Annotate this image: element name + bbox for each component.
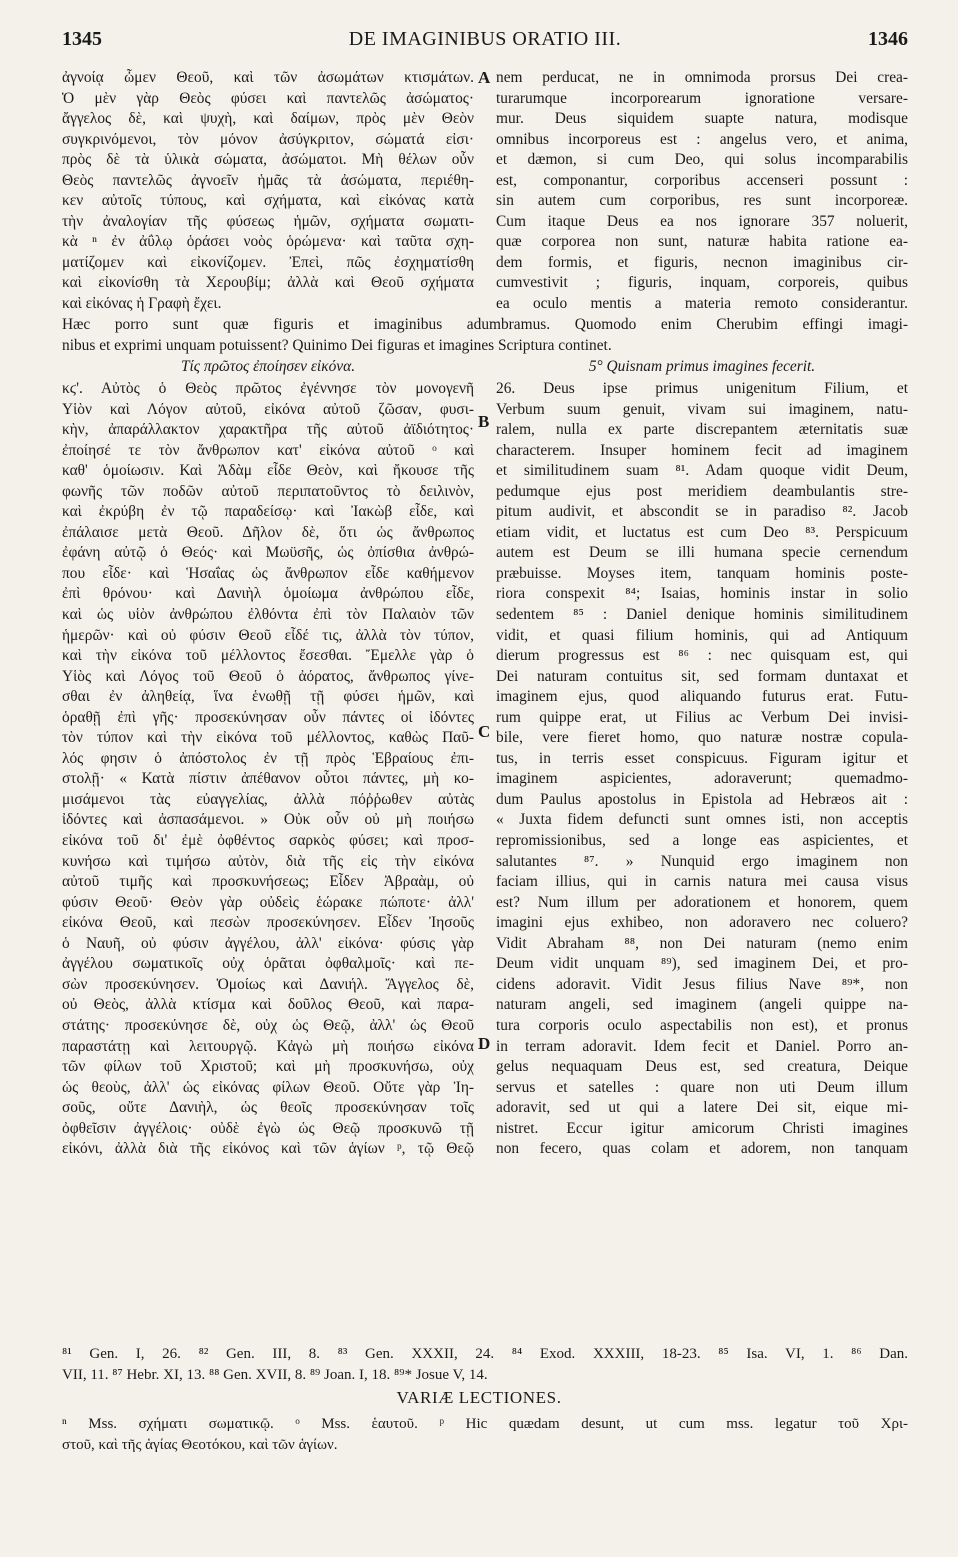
text-line: ἐπὶ θρόνου· καὶ Δανιὴλ ὁμοίωμα ἀνθρώπου εἶδε, xyxy=(62,585,474,603)
text-line: salutantes ⁸⁷. » Nunquid ergo imaginem non xyxy=(496,852,908,870)
text-line: Vidit Abraham ⁸⁸, non Dei naturam (nemo enim xyxy=(496,934,908,952)
text-line: ὁ Ναυῆ, οὐ φύσιν ἀγγέλου, ἀλλ' εἰκόνα· φύσις γὰρ xyxy=(62,934,474,952)
text-line: φύσιν Θεοῦ· Θεὸν γὰρ οὐδεὶς ἑώρακε πώποτε· ἀλλ' xyxy=(62,893,474,911)
text-line: et dæmon, si cum Deo, qui solus incomparabilis xyxy=(496,151,908,169)
text-line: quæ corporea non sunt, naturæ habita ratione ea- xyxy=(496,233,908,251)
text-line: σὼν προσεκύνησεν. Ὁμοίως καὶ Δανιήλ. Ἄγγελος δὲ, xyxy=(62,975,474,993)
text-line: καὶ εἰκονίσθη τὰ Χερουβίμ; ἀλλὰ καὶ Θεοῦ σχήματα xyxy=(62,274,474,292)
margin-marker-a: A xyxy=(478,68,491,87)
text-line: καὶ ὡς υἱὸν ἀνθρώπου ἐλθόντα ἐπὶ τὸν Παλαιὸν τῶν xyxy=(62,606,474,624)
text-line: nibus et exprimi unquam potuissent? Quinimo Dei figuras et imagines Scriptura continet. xyxy=(62,336,612,354)
text-line: tura corporis oculo aspectabilis non est), et pronus xyxy=(496,1016,908,1034)
text-line: imaginem aspicientes, adoraverunt; quemadmo- xyxy=(496,770,908,788)
latin-heading xyxy=(496,357,908,378)
text-line: nistret. Eccur igitur amicorum Christi imagines xyxy=(496,1119,908,1137)
text-line: imagini ejus exhibeo, non adoravero nec coluero? xyxy=(496,914,908,932)
text-line: 26. Deus ipse primus unigenitum Filium, et xyxy=(496,380,908,397)
text-line: VII, 11. ⁸⁷ Hebr. XI, 13. ⁸⁸ Gen. XVII, 8. ⁸⁹ Joan. I, 18. ⁸⁹* Josue V, 14. xyxy=(62,1367,488,1383)
text-line: imaginem ejus, quod aliquando futurus erat. Futu- xyxy=(496,688,908,706)
text-line: rum quippe erat, ut Filius ac Verbum Dei invisi- xyxy=(496,708,908,726)
text-line: κεν αὐτοῖς τύπους, καὶ σχήματα, καὶ εἰκόνας κατὰ xyxy=(62,192,474,210)
text-line: εἰκόνα τοῦ δι' ἐμὲ ὀφθέντος σαρκὸς φύσει; καὶ προσ- xyxy=(62,832,474,850)
text-line: στοῦ, καὶ τῆς ἁγίας Θεοτόκου, καὶ τῶν ἁγίων. xyxy=(62,1437,338,1453)
text-line: sedentem ⁸⁵ : Daniel denique hominis similitudinem xyxy=(496,606,908,624)
text-line: riora conspexit ⁸⁴; Isaias, hominis instar in solio xyxy=(496,585,908,603)
text-line: naturam angeli, sed imaginem (angeli quippe na- xyxy=(496,996,908,1014)
margin-marker-b: B xyxy=(478,412,490,431)
text-line: κυνήσω καὶ τιμήσω αὐτὸν, διὰ τῆς εἰς τὴν εἰκόνα xyxy=(62,852,474,870)
text-line: Υἱὸν καὶ Λόγον αὐτοῦ, εἰκόνα αὐτοῦ ζῶσαν, φυσι- xyxy=(62,400,474,418)
text-line: στολῇ· « Κατὰ πίστιν ἀπέθανον οὗτοι πάντες, μὴ κο- xyxy=(62,770,474,788)
text-line: ἐποίησέ τε τὸν ἄνθρωπον κατ' εἰκόνα αὐτοῦ ᵒ καὶ xyxy=(62,441,474,459)
text-line: τὸν τύπον καὶ τὴν εἰκόνα τοῦ μέλλοντος, καθὼς Παῦ- xyxy=(62,729,474,747)
text-line: vidit, et quasi filium hominis, qui ad Antiquum xyxy=(496,626,908,644)
text-line: κὰ ⁿ ἐν ἀΰλῳ ὁράσει νοὸς ὁρώμενα· καὶ ταῦτα σχη- xyxy=(62,233,474,251)
text-line: « Juxta fidem defuncti sunt omnes isti, non acceptis xyxy=(496,811,908,829)
text-line: bile, vere fieret homo, quo naturæ nostræ copula- xyxy=(496,729,908,747)
text-line: sin autem cum corporibus, res sunt incorporeæ. xyxy=(496,192,908,210)
text-line: ἐφάνη αὐτῷ ὁ Θεός· καὶ Μωϋσῆς, ὡς ὀπίσθια ἀνθρώ- xyxy=(62,544,474,562)
text-line: αὐτοῦ τιμῆς καὶ προσκυνήσεως; Εἶδεν Ἀβραὰμ, οὐ xyxy=(62,873,474,891)
text-line: et similitudinem suam ⁸¹. Adam quoque vidit Deum, xyxy=(496,462,908,480)
text-line: non fecero, quas colam et adorem, non tanquam xyxy=(496,1140,908,1158)
text-line: σθαι ἐν ἀληθείᾳ, ἵνα ἑνωθῇ τῇ φύσει ἡμῶν, καὶ xyxy=(62,688,474,706)
text-line: ὀφθεῖσιν ἀγγέλοις· οὐδὲ ἐγὼ ὡς Θεῷ προσκυνῶ τῇ xyxy=(62,1119,474,1137)
text-line: λός φησιν ὁ ἀπόστολος ἐν τῇ πρὸς Ἑβραίους ἐπι- xyxy=(62,749,474,767)
text-line: pitum audivit, et abscondit se in paradiso ⁸². Jacob xyxy=(496,503,908,521)
greek-heading xyxy=(62,357,474,378)
text-line: cumvestivit ; figuris, inquam, corporeis, quibus xyxy=(496,274,908,292)
text-line: κϛ'. Αὐτὸς ὁ Θεὸς πρῶτος ἐγέννησε τὸν μονογενῆ xyxy=(62,380,474,397)
text-line: nem perducat, ne in omnimoda prorsus Dei crea- xyxy=(496,69,908,86)
latin-heading-text: 5° Quisnam primus imagines fecerit. xyxy=(588,358,816,375)
text-line: est? Num illum per adorationem et honorem, quem xyxy=(496,893,908,911)
text-line: ἰδόντες καὶ ἀσπασάμενοι. » Οὐκ οὖν οὐ μὴ ποιήσω xyxy=(62,811,474,829)
running-title: DE IMAGINIBUS ORATIO III. xyxy=(348,28,622,50)
variae-lectiones-title: VARIÆ LECTIONES. xyxy=(396,1388,562,1407)
text-line: cidens adoravit. Vidit Jesus filius Nave ⁸⁹*, non xyxy=(496,975,908,993)
text-line: tus, in terris esset conspicuus. Figuram igitur et xyxy=(496,749,908,767)
text-line: servus et satelles : quare non uti Deum illum xyxy=(496,1078,908,1096)
text-line: μισάμενοι τὰς εὐαγγελίας, ἀλλὰ πόῤῥωθεν αὐτὰς xyxy=(62,790,474,808)
text-line: Hæc porro sunt quæ figuris et imaginibus adumbramus. Quomodo enim Cherubim effingi imagi- xyxy=(62,316,908,333)
text-line: φωνῆς τῶν ποδῶν αὐτοῦ περιπατοῦντος τὸ δειλινὸν, xyxy=(62,482,474,500)
text-line: καὶ ἐκρύβη ἐν τῷ παραδείσῳ· καὶ Ἰακὼβ εἶδε, καὶ xyxy=(62,503,474,521)
text-line: εἰκόνι, ἀλλὰ διὰ τῆς εἰκόνος καὶ τῶν ἁγίων ᵖ, τῷ Θεῷ xyxy=(62,1140,474,1158)
text-line: που εἶδε· καὶ Ἡσαΐας ὡς ἄνθρωπον εἶδε καθήμενον xyxy=(62,564,474,582)
text-line: dierum progressus est ⁸⁶ : nec quisquam est, qui xyxy=(496,647,908,665)
latin-column-main xyxy=(496,379,908,1160)
text-line: εἰκόνα Θεοῦ, καὶ πεσὼν προσεκύνησεν. Εἶδεν Ἰησοῦς xyxy=(62,914,474,932)
text-line: omnibus incorporeus est : angelus vero, et anima, xyxy=(496,130,908,148)
text-line: καὶ εἰκόνας ἡ Γραφὴ ἔχει. xyxy=(62,295,222,313)
text-line: pedumque ejus post meridiem deambulantis stre- xyxy=(496,482,908,500)
text-line: ὁραθῇ ἐπὶ γῆς· προσεκύνησαν οὖν πάντες οἱ ἰδόντες xyxy=(62,708,474,726)
text-line: Dei naturam contuitus sit, sed formam duntaxat et xyxy=(496,667,908,685)
page-header xyxy=(62,28,908,56)
text-line: τὴν ἀναλογίαν τῆς φύσεως ἡμῶν, σχήματα σωματι- xyxy=(62,212,474,230)
text-line: Θεὸς παντελῶς ἀγνοεῖν ἡμᾶς τὰ ἀσώματα, περιέθη- xyxy=(62,171,474,189)
text-line: repromissionibus, sed a longe eas aspicientes, et xyxy=(496,832,908,850)
text-line: in terram adoravit. Idem fecit et Daniel. Porro an- xyxy=(496,1037,908,1055)
page-number-left: 1345 xyxy=(62,28,102,50)
text-line: τῶν φίλων τοῦ Χριστοῦ; καὶ μὴ προσκυνήσω, οὐχ xyxy=(62,1058,474,1076)
text-line: ralem, nulla ex parte discrepantem æternitatis suæ xyxy=(496,421,908,439)
text-line: dem formis, et figuris, necnon imaginibus cir- xyxy=(496,253,908,271)
text-line: gelus nequaquam Deus est, sed creatura, Deique xyxy=(496,1058,908,1076)
text-line: faciam illius, qui in carnis natura mei causa visus xyxy=(496,873,908,891)
text-line: Deum vidit unquam ⁸⁹), sed imaginem Dei, et pro- xyxy=(496,955,908,973)
text-line: adoravit, sed ut qui a latere Dei sit, eique mi- xyxy=(496,1099,908,1117)
text-line: στάτης· προσεκύνησε δὲ, οὐχ ὡς Θεῷ, ἀλλ' ὡς Θεοῦ xyxy=(62,1016,474,1034)
text-line: ἄγγελος δὲ, καὶ ψυχὴ, καὶ δαίμων, πρὸς μὲν Θεὸν xyxy=(62,110,474,128)
text-line: Verbum suum genuit, vivam sui imaginem, natu- xyxy=(496,400,908,418)
text-line: παραστάτῃ καὶ λειτουργῷ. Κἀγὼ μὴ ποιήσω εἰκόνα xyxy=(62,1037,474,1055)
text-line: Υἱὸς καὶ Λόγος τοῦ Θεοῦ ὁ ἀόρατος, ἄνθρωπος γίνε- xyxy=(62,667,474,685)
variae-lectiones xyxy=(62,1414,908,1456)
text-line: Ὁ μὲν γὰρ Θεὸς φύσει καὶ παντελῶς ἀσώματος· xyxy=(62,89,474,107)
text-line: Cum itaque Deus ea nos ignorare 357 noluerit, xyxy=(496,212,908,230)
latin-column-top xyxy=(496,68,908,315)
text-line: ἀγγέλου σωματικοῖς οὐχ ὁρᾶται ὀφθαλμοῖς· καὶ πε- xyxy=(62,955,474,973)
page-number-right: 1346 xyxy=(868,28,908,50)
footnotes xyxy=(62,1344,908,1386)
text-line: dum Paulus apostolus in Epistola ad Hebræos ait : xyxy=(496,790,908,808)
text-line: mur. Deus siquidem suapte natura, modisque xyxy=(496,110,908,128)
text-line: ματίζομεν καὶ εἰκονίζομεν. Ἐπεὶ, πῶς ἐσχηματίσθη xyxy=(62,253,474,271)
text-line: οὐ Θεὸς, ἀλλὰ κτίσμα καὶ δοῦλος Θεοῦ, καὶ παρα- xyxy=(62,996,474,1014)
greek-column-main xyxy=(62,379,474,1160)
text-line: autem est Deum se illi humana specie cernendum xyxy=(496,544,908,562)
text-line: καθ' ὁμοίωσιν. Καὶ Ἀδὰμ εἶδε Θεὸν, καὶ ἤκουσε τῆς xyxy=(62,462,474,480)
text-line: characterem. Insuper hominem fecit ad imaginem xyxy=(496,441,908,459)
text-line: πρὸς δὲ τὰ ὑλικὰ σώματα, ἀσώματοι. Μὴ θέλων οὖν xyxy=(62,151,474,169)
text-line: est, componantur, corporibus accenseri possunt : xyxy=(496,171,908,189)
text-line: ὡς θεοὺς, ἀλλ' ὡς εἰκόνας φίλων Θεοῦ. Οὔτε γὰρ Ἰη- xyxy=(62,1078,474,1096)
text-line: turarumque incorporearum ignoratione versare- xyxy=(496,89,908,107)
text-line: præbuisse. Moyses item, tanquam hominis poste- xyxy=(496,564,908,582)
text-line: συγκρινόμενοι, τὸν μόνον ἀσύγκριτον, σώματά εἰσι· xyxy=(62,130,474,148)
text-line: καὶ τὴν εἰκόνα τοῦ μέλλοντος ἔσεσθαι. Ἔμελλε γὰρ ὁ xyxy=(62,647,474,665)
margin-marker-d: D xyxy=(478,1034,491,1053)
text-line: ⁿ Mss. σχήματι σωματικῷ. ᵒ Mss. ἑαυτοῦ. ᵖ Hic quædam desunt, ut cum mss. legatur τοῦ Χρι- xyxy=(62,1416,908,1432)
greek-heading-text: Τίς πρῶτος ἐποίησεν εἰκόνα. xyxy=(180,358,356,375)
greek-column-top xyxy=(62,68,474,315)
text-line: ⁸¹ Gen. I, 26. ⁸² Gen. III, 8. ⁸³ Gen. XXXII, 24. ⁸⁴ Exod. XXXIII, 18-23. ⁸⁵ Isa. VI, 1. ⁸⁶ Dan. xyxy=(62,1346,908,1362)
full-width-passage xyxy=(62,315,908,356)
text-line: ἀγνοίᾳ ὦμεν Θεοῦ, καὶ τῶν ἀσωμάτων κτισμάτων. xyxy=(62,69,474,86)
text-line: ea oculo mentis a materia remoto considerantur. xyxy=(496,295,908,313)
text-line: κὴν, ἀπαράλλακτον χαρακτῆρα τῆς αὐτοῦ ἀϊδιότητος· xyxy=(62,421,474,439)
text-line: ἐπάλαισε μετὰ Θεοῦ. Δῆλον δὲ, ὅτι ὡς ἄνθρωπος xyxy=(62,523,474,541)
text-line: ἡμερῶν· καὶ οὐ φύσιν Θεοῦ εἶδέ τις, ἀλλὰ τὸν τύπον, xyxy=(62,626,474,644)
text-line: σοῦς, οὔτε Δανιὴλ, ὡς θεοῖς προσεκύνησαν τοῖς xyxy=(62,1099,474,1117)
margin-marker-c: C xyxy=(478,722,491,741)
text-line: etiam vidit, et luctatus est cum Deo ⁸³. Perspicuum xyxy=(496,523,908,541)
